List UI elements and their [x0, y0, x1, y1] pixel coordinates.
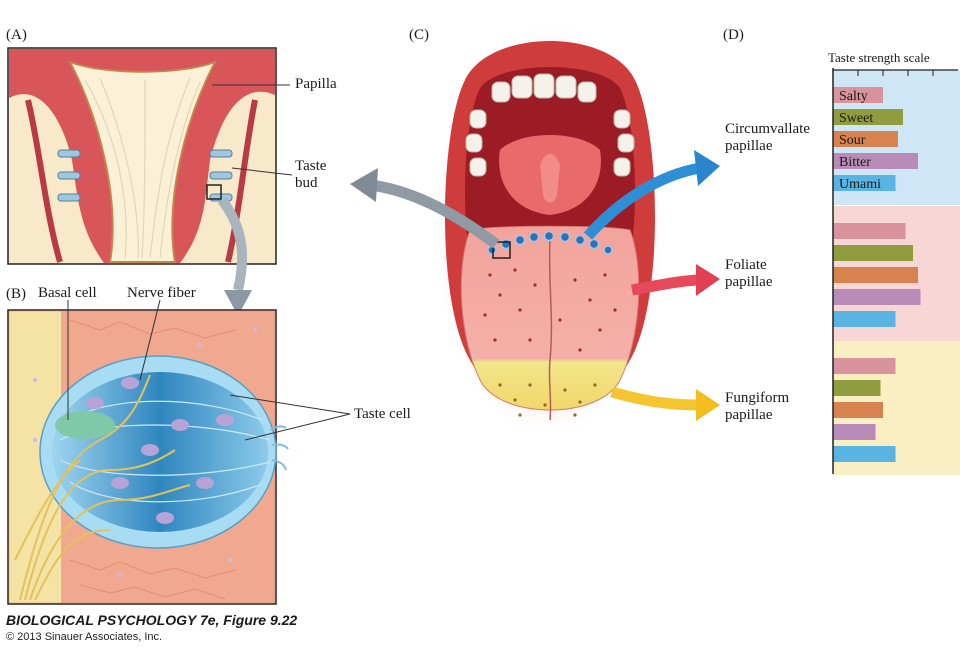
taste-bud-label-line1: Taste — [295, 158, 327, 174]
bar-foliate-bitter — [833, 289, 921, 305]
bar-foliate-sour — [833, 267, 918, 283]
foliate-label-line1: Foliate — [725, 257, 767, 273]
panel-label-d: (D) — [723, 27, 744, 43]
bar-label-sour: Sour — [839, 133, 866, 148]
bar-fungiform-salty — [833, 358, 896, 374]
taste-strength-chart — [833, 68, 960, 475]
nerve-fiber-label: Nerve fiber — [127, 285, 196, 301]
papilla-label: Papilla — [295, 76, 337, 92]
bar-fungiform-bitter — [833, 424, 876, 440]
panel-label-b: (B) — [6, 286, 26, 302]
bar-label-sweet: Sweet — [839, 111, 874, 126]
bar-foliate-umami — [833, 311, 896, 327]
basal-cell-label: Basal cell — [38, 285, 97, 301]
figure-caption-title: BIOLOGICAL PSYCHOLOGY 7e, Figure 9.22 — [6, 612, 298, 628]
panel-label-c: (C) — [409, 27, 429, 43]
chart-title: Taste strength scale — [828, 50, 930, 65]
circumvallate-label-line2: papillae — [725, 138, 773, 154]
foliate-label-line2: papillae — [725, 274, 773, 290]
panel-label-a: (A) — [6, 27, 27, 43]
circumvallate-label-line1: Circumvallate — [725, 121, 810, 137]
taste-cell-label: Taste cell — [354, 406, 411, 422]
bar-foliate-salty — [833, 223, 906, 239]
bar-foliate-sweet — [833, 245, 913, 261]
bar-label-salty: Salty — [839, 89, 868, 104]
bar-label-bitter: Bitter — [839, 155, 871, 170]
bar-fungiform-sour — [833, 402, 883, 418]
bar-fungiform-sweet — [833, 380, 881, 396]
panel-c-tongue-illustration — [350, 20, 720, 440]
figure-copyright: © 2013 Sinauer Associates, Inc. — [6, 631, 163, 643]
panel-a-papilla-illustration — [8, 48, 292, 316]
bar-fungiform-umami — [833, 446, 896, 462]
fungiform-label-line2: papillae — [725, 407, 773, 423]
taste-bud-label-line2: bud — [295, 175, 318, 191]
panel-b-taste-bud-illustration — [8, 300, 350, 604]
fungiform-label-line1: Fungiform — [725, 390, 790, 406]
bar-label-umami: Umami — [839, 177, 881, 192]
